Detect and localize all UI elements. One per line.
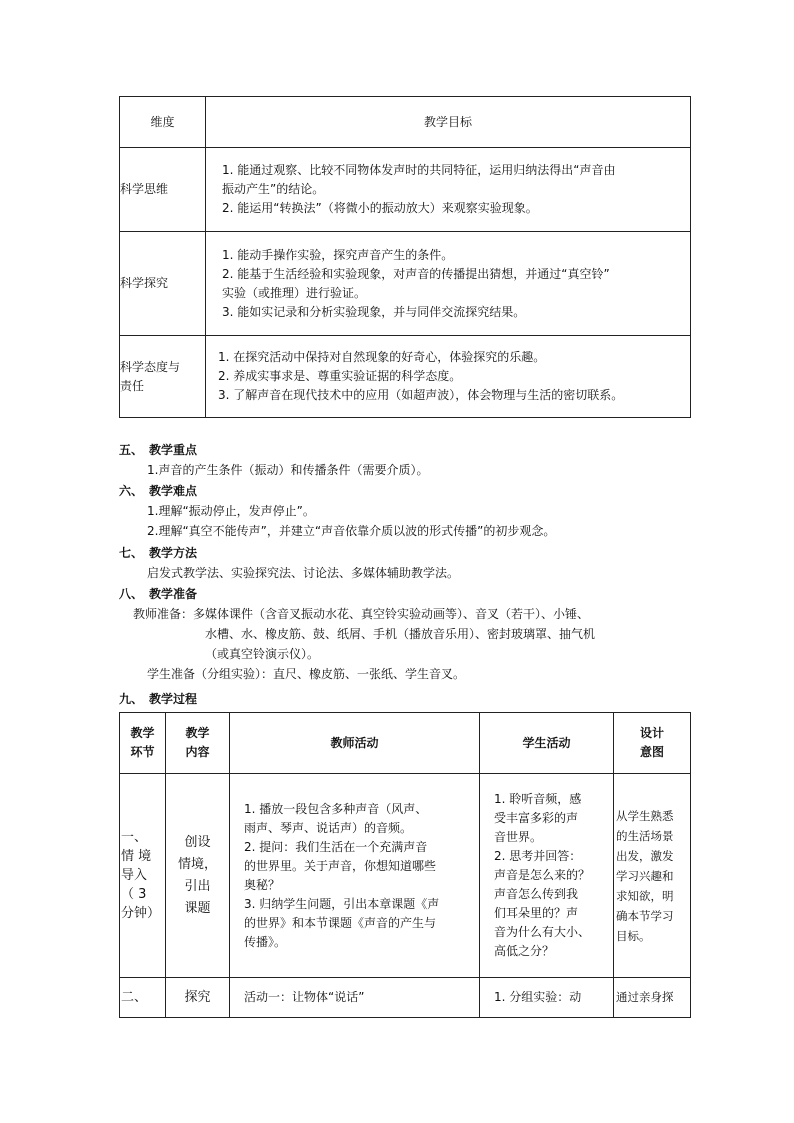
teacher-line: 奥秘？ (244, 877, 281, 892)
stage-cell (120, 978, 166, 1018)
content-line: 探究 (184, 990, 211, 1005)
section-process (119, 689, 719, 709)
goal-line: 3. 了解声音在现代技术中的应用（如超声波），体会物理与生活的密切联系。 (218, 388, 624, 402)
teacher-line: 的世界里。关于声音，你想知道哪些 (244, 858, 437, 873)
header-line: 意图 (639, 745, 664, 759)
content-line: 情境， (177, 856, 217, 872)
student-line: 们耳朵里的？声 (494, 906, 579, 920)
student-line: 1. 聆听音频，感 (494, 792, 582, 806)
content-line: 创设 (184, 834, 211, 850)
teacher-prep-line: 水槽、水、橡皮筋、鼓、纸屑、手机（播放音乐用）、密封玻璃罩、抽气机 (205, 627, 596, 641)
stage-line: （ 3 (121, 887, 147, 902)
content-line: 课题 (184, 900, 211, 916)
stage-line: 情 境 (121, 849, 152, 864)
teacher-line: 1. 播放一段包含多种声音（风声、 (244, 801, 428, 816)
dimension-line: 科学探究 (120, 276, 169, 290)
teacher-line: 3. 归纳学生问题，引出本章课题《声 (244, 896, 440, 911)
goal-line: 2. 能运用“转换法”（将微小的振动放大）来观察实验现象。 (222, 201, 538, 215)
student-line: 音世界。 (494, 830, 543, 844)
student-line: 2. 思考并回答： (494, 849, 582, 863)
header-goal: 教学目标 (206, 97, 691, 148)
header-student-activity: 学生活动 (480, 713, 614, 774)
design-line: 出发，激发 (616, 848, 674, 863)
goals-row-inquiry (120, 232, 691, 336)
dimension-line: 科学态度与 (120, 359, 181, 374)
content-line: 引出 (184, 878, 211, 894)
goal-cell (206, 148, 691, 232)
goal-line: 3. 能如实记录和分析实验现象，并与同伴交流探究结果。 (222, 304, 526, 319)
goal-cell (206, 336, 691, 418)
teacher-line: 活动一：让物体“说话” (244, 990, 365, 1004)
teacher-line: 雨声、琴声、说话声）的音频。 (244, 820, 413, 835)
header-line: 设计 (639, 726, 664, 740)
goals-table-header (120, 97, 691, 148)
dimension-cell (120, 148, 206, 232)
student-prep-line: 学生准备（分组实验）：直尺、橡皮筋、一张纸、学生音叉。 (147, 667, 466, 681)
design-intent-cell (614, 774, 691, 978)
header-design-intent (614, 713, 691, 774)
section-heading: 六、 教学难点 (119, 484, 198, 498)
goal-line: 振动产生”的结论。 (222, 182, 325, 196)
student-line: 1. 分组实验：动 (494, 990, 582, 1004)
design-line: 通过亲身探 (616, 990, 674, 1004)
goals-row-attitude (120, 336, 691, 418)
teacher-prep-line: 教师准备：多媒体课件（含音叉振动水花、真空铃实验动画等）、音叉（若干）、小锤、 (133, 607, 590, 621)
section-difficulties (119, 481, 719, 541)
section-heading: 九、 教学过程 (119, 692, 198, 706)
header-line: 内容 (185, 745, 210, 759)
header-stage (120, 713, 166, 774)
goal-line: 实验（或推理）进行验证。 (222, 285, 367, 300)
dimension-line: 责任 (120, 378, 145, 393)
header-teacher-activity: 教师活动 (230, 713, 480, 774)
teacher-line: 的世界》和本节课题《声音的产生与 (244, 915, 437, 930)
section-line: 2.理解“真空不能传声”，并建立“声音依靠介质以波的形式传播”的初步观念。 (147, 524, 556, 538)
goal-line: 2. 能基于生活经验和实验现象，对声音的传播提出猜想，并通过“真空铃” (222, 266, 610, 281)
section-line: 1.理解“振动停止，发声停止”。 (147, 504, 315, 518)
teacher-prep-line: （或真空铃演示仪）。 (205, 647, 320, 661)
process-row-intro (120, 774, 691, 978)
section-heading: 五、 教学重点 (119, 443, 198, 457)
student-activity-cell (480, 774, 614, 978)
header-line: 教学 (130, 726, 155, 740)
student-activity-cell (480, 978, 614, 1018)
stage-cell (120, 774, 166, 978)
header-line: 环节 (130, 745, 155, 759)
design-line: 确本节学习 (616, 908, 674, 923)
design-line: 目标。 (616, 928, 651, 943)
process-table-header (120, 713, 691, 774)
design-line: 求知欲，明 (616, 888, 674, 903)
dimension-cell (120, 232, 206, 336)
student-line: 受丰富多彩的声 (494, 811, 579, 825)
section-line: 1.声音的产生条件（振动）和传播条件（需要介质）。 (147, 463, 429, 477)
teacher-activity-cell (230, 978, 480, 1018)
section-methods (119, 543, 719, 583)
stage-line: 一、 (121, 830, 148, 845)
header-dimension: 维度 (120, 97, 206, 148)
header-line: 教学 (185, 726, 210, 740)
section-line: 启发式教学法、实验探究法、讨论法、多媒体辅助教学法。 (147, 566, 460, 580)
section-key-points (119, 440, 719, 480)
section-preparation (119, 584, 719, 684)
design-intent-cell (614, 978, 691, 1018)
section-heading: 七、 教学方法 (119, 546, 198, 560)
goal-line: 1. 能动手操作实验，探究声音产生的条件。 (222, 247, 454, 262)
design-line: 从学生熟悉 (616, 808, 674, 823)
design-line: 的生活场景 (616, 828, 674, 843)
goal-cell (206, 232, 691, 336)
dimension-line: 科学思维 (120, 182, 169, 196)
stage-line: 分钟） (121, 906, 161, 921)
stage-line: 导入 (121, 868, 148, 883)
goals-row-thinking (120, 148, 691, 232)
teaching-goals-table (119, 96, 691, 418)
content-cell (166, 978, 230, 1018)
process-row-explore (120, 978, 691, 1018)
student-line: 高低之分？ (494, 944, 555, 958)
header-content (166, 713, 230, 774)
stage-line: 二、 (121, 990, 148, 1005)
design-line: 学习兴趣和 (616, 868, 674, 883)
dimension-cell (120, 336, 206, 418)
student-line: 音为什么有大小、 (494, 925, 591, 939)
student-line: 声音怎么传到我 (494, 887, 579, 901)
content-cell (166, 774, 230, 978)
goal-line: 2. 养成实事求是、尊重实验证据的科学态度。 (218, 369, 462, 383)
teacher-line: 2. 提问：我们生活在一个充满声音 (244, 839, 428, 854)
teacher-line: 传播》。 (244, 934, 287, 949)
goal-line: 1. 能通过观察、比较不同物体发声时的共同特征，运用归纳法得出“声音由 (222, 163, 616, 177)
section-heading: 八、 教学准备 (119, 587, 198, 601)
teacher-activity-cell (230, 774, 480, 978)
goal-line: 1. 在探究活动中保持对自然现象的好奇心，体验探究的乐趣。 (218, 350, 546, 364)
student-line: 声音是怎么来的？ (494, 868, 591, 882)
teaching-process-table (119, 712, 691, 1018)
